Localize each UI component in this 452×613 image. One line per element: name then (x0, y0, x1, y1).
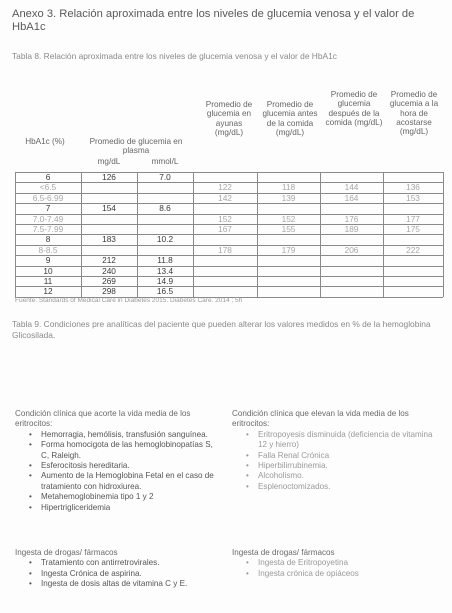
table-cell-fasting: 142 (218, 192, 232, 203)
table-cell-bed: 153 (406, 192, 420, 203)
bullet-icon: • (29, 429, 32, 439)
table-cell-hba1c: 7.5-7.99 (32, 224, 64, 234)
bullet-list (15, 558, 220, 589)
bullet-list (232, 558, 442, 579)
list-item-text: Forma homocigota de las hemoglobinopatías S, C, Raleigh. (41, 440, 213, 460)
list-item (246, 450, 442, 461)
lengthen-heading: Condición clínica que elevan la vida media de los eritrocitos: (232, 409, 409, 429)
bullet-icon: • (246, 429, 249, 439)
table9-caption: Tabla 9. Condiciones pre analíticas del paciente que pueden alterar los valores medidos en % de la hemoglobina Glicosilada. (12, 319, 431, 340)
list-item-text: Hemorragia, hemólisis, transfusión sanguínea. (41, 429, 208, 439)
table-cell-hba1c: 6.5-6.99 (32, 192, 64, 203)
list-item-text: Ingesta de Eritropoyetina (258, 558, 348, 568)
list-item (29, 568, 220, 579)
header-after-meal: Promedio de glucemia después de la comida (mg/dL) (325, 90, 383, 127)
list-item (29, 429, 220, 440)
table-cell-hba1c: 10 (43, 265, 53, 276)
lengthen-lifespan-block (232, 409, 442, 492)
bullet-icon: • (29, 492, 32, 502)
list-item (29, 471, 220, 492)
bullet-icon: • (29, 502, 32, 512)
list-item (29, 461, 220, 471)
list-item-text: Ingesta Crónica de aspirina. (41, 568, 142, 578)
table-cell-mgdl: 154 (102, 203, 116, 214)
table-column-rule (320, 172, 321, 297)
list-item-text: Esplenoctomizados. (258, 481, 331, 491)
list-item-text: Hipertrigliceridemia (41, 502, 111, 512)
table-cell-hba1c: 6 (45, 172, 51, 182)
bullet-icon: • (29, 568, 32, 578)
shorten-lifespan-block (15, 409, 220, 513)
list-item-text: Falla Renal Crónica (258, 450, 330, 460)
list-item-text: Metahemoglobinemia tipo 1 y 2 (41, 492, 154, 502)
table-cell-after: 206 (344, 244, 359, 255)
table-cell-fasting: 152 (218, 213, 232, 224)
table-cell-bed: 177 (406, 213, 420, 224)
list-item (246, 558, 442, 568)
list-item-text: Esferocitosis hereditaria. (41, 461, 130, 471)
table-cell-hba1c: 7 (45, 203, 51, 214)
list-item-text: Tratamiento con antirretrovirales. (41, 558, 160, 568)
table8-caption: Tabla 8. Relación aproximada entre los niveles de glucemia venosa y el valor de HbA1c (12, 51, 337, 61)
table-cell-hba1c: 12 (43, 286, 53, 297)
bullet-icon: • (246, 461, 249, 471)
table8-source: Fuente: Standards of Medical Care in Diabetes 2015. Diabetes Care. 2014 ; 5h (15, 297, 243, 304)
table-column-rule (383, 172, 384, 297)
drugs-lower-heading: Ingesta de drogas/ fármacos (15, 548, 118, 557)
bullet-icon: • (29, 579, 32, 589)
table-cell-hba1c: 7.0-7.49 (32, 213, 64, 224)
table-column-rule (443, 172, 444, 297)
bullet-icon: • (246, 450, 249, 460)
list-item (246, 481, 442, 492)
bullet-icon: • (246, 471, 249, 481)
table-cell-mgdl: 183 (102, 234, 116, 245)
list-item-text: Hiperbilirrubinemia. (258, 461, 328, 471)
table-cell-mgdl: 126 (102, 172, 116, 182)
header-before-meal: Promedio de glucemia antes de la comida (mg/dL) (262, 100, 318, 137)
list-item (29, 440, 220, 461)
table-cell-mgdl: 298 (102, 286, 116, 297)
table-cell-before: 118 (281, 182, 296, 193)
table-cell-mmol: 16.5 (156, 286, 174, 297)
table-cell-hba1c: 8 (45, 234, 51, 245)
table-cell-bed: 136 (406, 182, 420, 193)
table-cell-after: 164 (344, 192, 359, 203)
bullet-icon: • (29, 471, 32, 481)
bullet-list (15, 430, 220, 513)
table-cell-mmol: 10.2 (156, 234, 174, 245)
table-cell-before: 179 (281, 244, 296, 255)
list-item (29, 579, 220, 589)
table-cell-mmol: 14.9 (156, 276, 174, 286)
table-cell-hba1c: 9 (45, 255, 51, 266)
bullet-icon: • (29, 558, 32, 568)
list-item-text: Ingesta de dosis altas de vitamina C y E. (41, 579, 188, 589)
header-bedtime: Promedio de glucemia a la hora de acostarse (mg/dL) (389, 90, 439, 137)
bullet-icon: • (246, 481, 249, 491)
bullet-icon: • (29, 461, 32, 471)
table-column-rule (257, 172, 258, 297)
table-cell-mmol: 8.6 (159, 203, 171, 214)
header-fasting: Promedio de glucemia en ayunas (mg/dL) (205, 100, 253, 137)
list-item-text: Eritropoyesis disminuida (deficiencia de vitamina 12 y hierro) (258, 429, 433, 450)
header-unit-mmol: mmol/L (151, 157, 179, 166)
table-column-rule (137, 172, 138, 297)
table-cell-after: 144 (344, 182, 359, 193)
table-cell-hba1c: <6.5 (39, 182, 57, 193)
header-hba1c: HbA1c (%) (25, 137, 65, 146)
list-item (246, 568, 442, 579)
glucose-hba1c-table (15, 90, 443, 296)
annex-title: Anexo 3. Relación aproximada entre los niveles de glucemia venosa y el valor de HbA1c (12, 8, 415, 33)
table-cell-bed: 222 (406, 244, 420, 255)
list-item-text: Alcoholismo. (258, 471, 304, 481)
table-cell-fasting: 167 (218, 224, 232, 234)
shorten-heading: Condición clínica que acorte la vida media de los eritrocitos: (15, 409, 191, 429)
bullet-icon: • (246, 558, 249, 568)
table-cell-before: 139 (281, 192, 296, 203)
bullet-icon: • (29, 440, 32, 450)
table-cell-hba1c: 8-8.5 (38, 244, 58, 255)
table-cell-fasting: 178 (218, 244, 232, 255)
table-cell-before: 155 (281, 224, 296, 234)
list-item (29, 492, 220, 502)
table-cell-mmol: 13.4 (156, 265, 174, 276)
bullet-icon: • (246, 568, 249, 578)
list-item (29, 558, 220, 568)
table-column-rule (15, 172, 16, 297)
drugs-raise-block (232, 548, 442, 579)
drugs-raise-heading: Ingesta de drogas/ fármacos (232, 548, 335, 557)
header-mean-glucose: Promedio de glucemia en plasma (89, 137, 183, 156)
table-cell-mgdl: 212 (102, 255, 116, 266)
drugs-lower-block (15, 548, 220, 590)
table-cell-mmol: 7.0 (159, 172, 171, 182)
list-item (246, 429, 442, 451)
header-unit-mgdl: mg/dL (97, 157, 121, 166)
table-cell-after: 189 (344, 224, 359, 234)
bullet-list (232, 430, 442, 492)
table-cell-fasting: 122 (218, 182, 232, 193)
table-cell-mmol: 11.8 (157, 255, 173, 266)
table-cell-before: 152 (281, 213, 296, 224)
table-cell-bed: 175 (406, 224, 420, 234)
list-item (246, 471, 442, 481)
table-cell-hba1c: 11 (43, 276, 53, 286)
table-cell-after: 176 (344, 213, 359, 224)
list-item (246, 461, 442, 471)
table-column-rule (193, 172, 194, 297)
table-cell-mgdl: 240 (102, 265, 116, 276)
table-cell-mgdl: 269 (102, 276, 116, 286)
table-column-rule (81, 172, 82, 297)
list-item-text: Aumento de la Hemoglobina Fetal en el caso de tratamiento con hidroxiurea. (41, 471, 214, 491)
list-item (29, 502, 220, 513)
list-item-text: Ingesta crónica de opiáceos (258, 568, 359, 578)
